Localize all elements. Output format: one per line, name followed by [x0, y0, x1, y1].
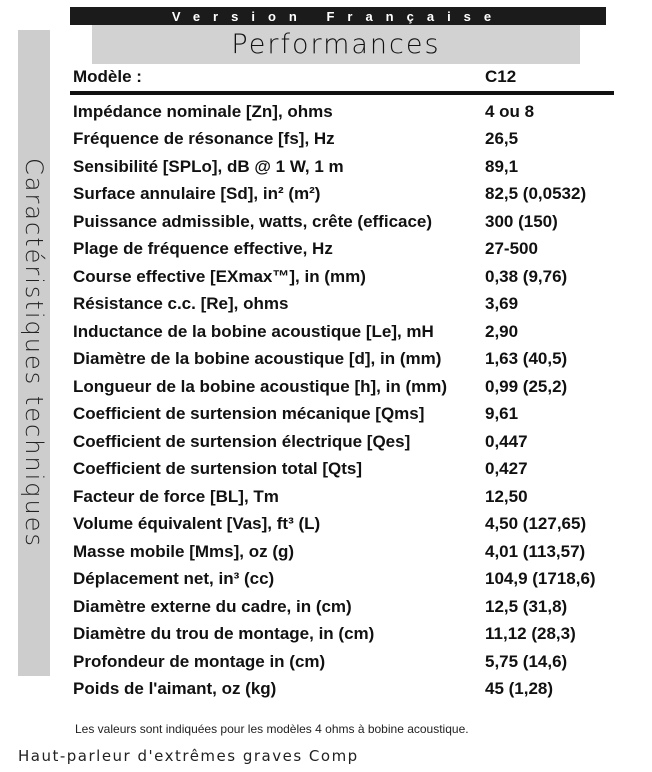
spec-label: Plage de fréquence effective, Hz	[73, 239, 333, 259]
spec-label: Coefficient de surtension électrique [Qes]	[73, 431, 411, 451]
spec-row	[73, 98, 613, 126]
spec-label: Surface annulaire [Sd], in² (m²)	[73, 184, 321, 204]
spec-row	[73, 428, 613, 456]
spec-label: Masse mobile [Mms], oz (g)	[73, 541, 295, 561]
spec-row	[73, 593, 613, 621]
spec-row	[73, 401, 613, 429]
spec-label: Inductance de la bobine acoustique [Le], mH	[73, 321, 434, 341]
sidebar-tab	[18, 30, 50, 676]
spec-label: Puissance admissible, watts, crête (efficace)	[73, 211, 433, 231]
spec-value: 4,01 (113,57)	[485, 541, 586, 561]
spec-row	[73, 208, 613, 236]
spec-row	[73, 538, 613, 566]
spec-label: Impédance nominale [Zn], ohms	[73, 101, 333, 121]
spec-value: 4,50 (127,65)	[485, 514, 587, 534]
spec-value: 26,5	[485, 129, 519, 149]
spec-value: 0,99 (25,2)	[485, 376, 568, 396]
spec-row	[73, 483, 613, 511]
spec-row	[73, 263, 613, 291]
spec-value: 300 (150)	[485, 211, 558, 231]
spec-value: 0,447	[485, 431, 528, 451]
spec-row	[73, 648, 613, 676]
sidebar-title: Caractéristiques techniques	[20, 157, 48, 549]
spec-value: 0,38 (9,76)	[485, 266, 568, 286]
spec-label: Volume équivalent [Vas], ft³ (L)	[73, 514, 321, 534]
spec-row	[73, 126, 613, 154]
spec-row	[73, 236, 613, 264]
spec-value: 45 (1,28)	[485, 679, 554, 699]
spec-value: 82,5 (0,0532)	[485, 184, 587, 204]
spec-row	[73, 291, 613, 319]
performances-title: Performances	[92, 25, 580, 64]
spec-label: Facteur de force [BL], Tm	[73, 486, 279, 506]
spec-value: 1,63 (40,5)	[485, 349, 568, 369]
spec-value: 4 ou 8	[485, 101, 535, 121]
spec-label: Coefficient de surtension mécanique [Qms]	[73, 404, 425, 424]
spec-row	[73, 373, 613, 401]
footnote: Les valeurs sont indiquées pour les modèles 4 ohms à bobine acoustique.	[75, 722, 469, 736]
spec-row	[73, 511, 613, 539]
spec-value: 12,5 (31,8)	[485, 596, 568, 616]
model-label: Modèle :	[73, 67, 142, 86]
spec-row	[73, 456, 613, 484]
spec-value: 12,50	[485, 486, 528, 506]
spec-value: 5,75 (14,6)	[485, 651, 568, 671]
spec-label: Coefficient de surtension total [Qts]	[73, 459, 363, 479]
spec-label: Diamètre du trou de montage, in (cm)	[73, 624, 375, 644]
spec-row	[73, 318, 613, 346]
spec-label: Profondeur de montage in (cm)	[73, 651, 326, 671]
spec-row	[73, 346, 613, 374]
spec-label: Sensibilité [SPLo], dB @ 1 W, 1 m	[73, 156, 344, 176]
spec-value: 27-500	[485, 239, 538, 259]
spec-value: 3,69	[485, 294, 519, 314]
spec-value: 11,12 (28,3)	[485, 624, 576, 644]
spec-row	[73, 181, 613, 209]
header-divider	[70, 91, 614, 95]
spec-label: Diamètre externe du cadre, in (cm)	[73, 596, 352, 616]
model-value: C12	[485, 67, 517, 86]
spec-value: 89,1	[485, 156, 519, 176]
spec-row	[73, 566, 613, 594]
spec-value: 104,9 (1718,6)	[485, 569, 596, 589]
spec-label: Diamètre de la bobine acoustique [d], in (mm)	[73, 349, 442, 369]
spec-label: Poids de l'aimant, oz (kg)	[73, 679, 277, 699]
spec-value: 9,61	[485, 404, 519, 424]
spec-row	[73, 153, 613, 181]
spec-row	[73, 676, 613, 704]
spec-value: 2,90	[485, 321, 519, 341]
spec-label: Résistance c.c. [Re], ohms	[73, 294, 289, 314]
spec-label: Longueur de la bobine acoustique [h], in (mm)	[73, 376, 447, 396]
footer-caption: Haut-parleur d'extrêmes graves Comp	[18, 747, 359, 765]
spec-row	[73, 621, 613, 649]
version-banner: Version Française	[70, 7, 606, 25]
spec-value: 0,427	[485, 459, 528, 479]
spec-label: Fréquence de résonance [fs], Hz	[73, 129, 335, 149]
spec-label: Déplacement net, in³ (cc)	[73, 569, 275, 589]
model-row	[73, 64, 613, 90]
spec-table	[73, 98, 613, 703]
spec-label: Course effective [EXmax™], in (mm)	[73, 266, 366, 286]
